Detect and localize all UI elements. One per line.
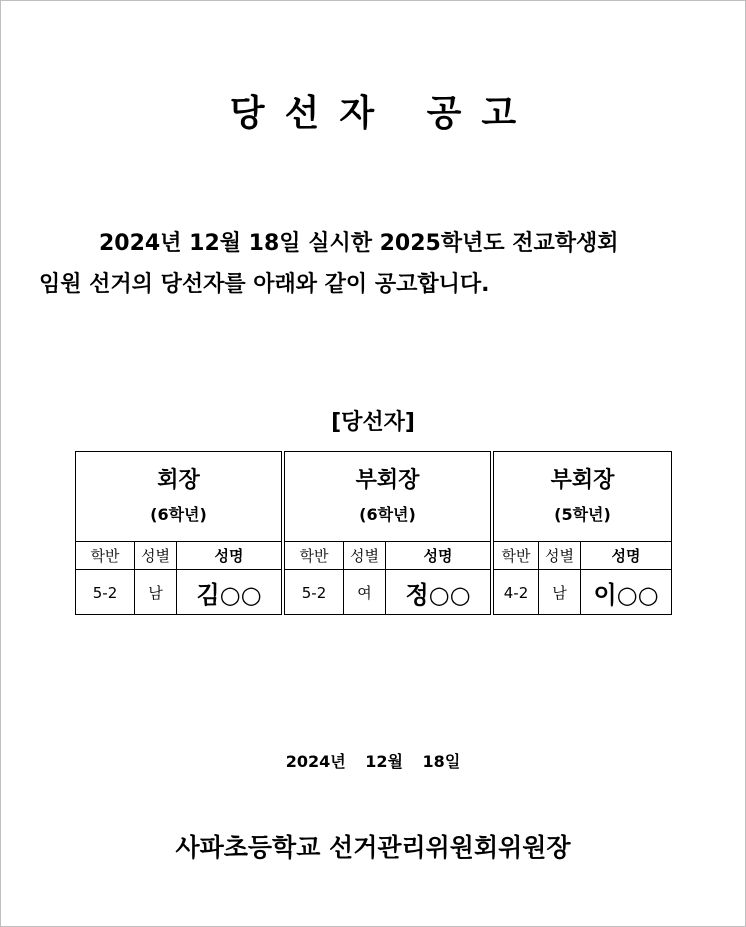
notice-title: 당선자 공고	[229, 93, 537, 134]
winner-table-header-row	[285, 542, 490, 570]
winner-gender: 여	[344, 570, 386, 615]
gender-header: 성별	[344, 542, 386, 569]
name-header: 성명	[423, 547, 453, 565]
winner-table-header-row	[76, 542, 281, 570]
winner-box-president	[75, 451, 282, 615]
winner-grade: (5학년)	[554, 505, 611, 524]
winner-role: 회장	[157, 468, 200, 493]
gender-header: 성별	[539, 542, 581, 569]
gender-header: 성별	[135, 542, 177, 569]
class-header: 학반	[76, 542, 135, 569]
winner-class: 5-2	[76, 570, 135, 615]
name-header: 성명	[611, 547, 641, 565]
notice-body	[39, 223, 719, 305]
winner-class: 4-2	[494, 570, 539, 615]
winner-grade: (6학년)	[150, 505, 207, 524]
winner-table-row	[494, 570, 671, 615]
winner-gender: 남	[135, 570, 177, 615]
winner-name: 정○○	[405, 581, 471, 609]
winner-table-row	[285, 570, 490, 615]
winner-name: 이○○	[593, 581, 659, 609]
class-header: 학반	[494, 542, 539, 569]
winner-box-vice-president-5	[493, 451, 672, 615]
winner-grade: (6학년)	[359, 505, 416, 524]
winner-class: 5-2	[285, 570, 344, 615]
winner-table-row	[76, 570, 281, 615]
notice-signer: 사파초등학교 선거관리위원회위원장	[175, 833, 571, 862]
winner-gender: 남	[539, 570, 581, 615]
winner-box-vice-president-6	[284, 451, 491, 615]
notice-date: 2024년 12월 18일	[285, 752, 461, 771]
notice-body-line-1: 2024년 12월 18일 실시한 2025학년도 전교학생회	[99, 231, 619, 256]
winner-role: 부회장	[355, 468, 420, 493]
winner-box-header	[285, 452, 490, 542]
notice-body-line-2: 임원 선거의 당선자를 아래와 같이 공고합니다.	[39, 272, 490, 297]
winner-name: 김○○	[196, 581, 262, 609]
name-header: 성명	[214, 547, 244, 565]
winners-section-label: [당선자]	[331, 410, 415, 435]
winner-box-header	[494, 452, 671, 542]
class-header: 학반	[285, 542, 344, 569]
winner-role: 부회장	[550, 468, 615, 493]
winner-table-header-row	[494, 542, 671, 570]
winner-box-header	[76, 452, 281, 542]
